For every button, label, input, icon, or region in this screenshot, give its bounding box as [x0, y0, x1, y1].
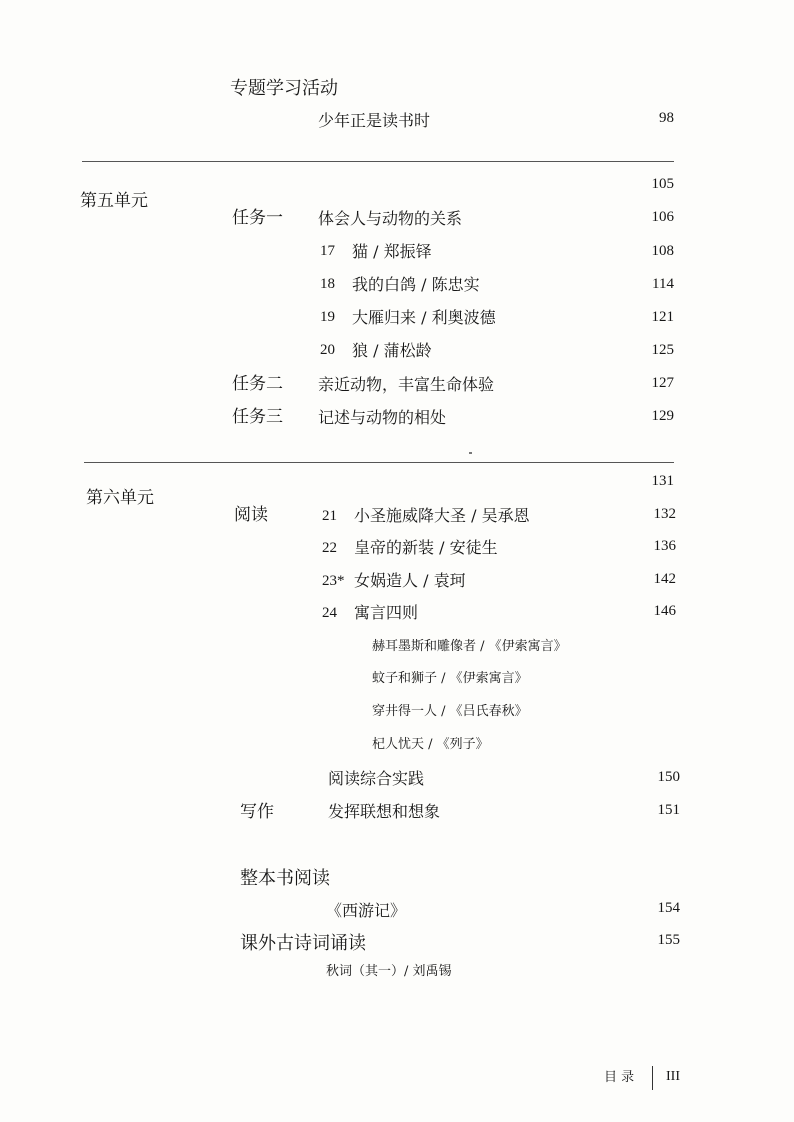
lesson-page: 108 — [651, 243, 674, 259]
lesson-title[interactable]: 小圣施威降大圣 / 吴承恩 — [354, 506, 530, 525]
toc-entry-title[interactable]: 发挥联想和想象 — [328, 802, 441, 821]
section-divider — [82, 161, 674, 162]
section-divider — [84, 462, 674, 463]
section-heading: 专题学习活动 — [230, 78, 338, 99]
lesson-number: 22 — [322, 540, 337, 556]
lesson-title[interactable]: 我的白鸽 / 陈忠实 — [352, 275, 480, 294]
fable-title[interactable]: 穿井得一人 / 《吕氏春秋》 — [372, 704, 528, 719]
unit-title: 第五单元 — [80, 191, 148, 211]
lesson-page: 132 — [653, 506, 676, 522]
lesson-title[interactable]: 猫 / 郑振铎 — [352, 242, 432, 261]
lesson-number: 18 — [320, 276, 335, 292]
toc-entry-title[interactable]: 体会人与动物的关系 — [318, 209, 463, 228]
lesson-title[interactable]: 狼 / 蒲松龄 — [352, 341, 432, 360]
section-heading: 课外古诗词诵读 — [240, 933, 366, 954]
lesson-page: 146 — [653, 603, 676, 619]
toc-entry-page: 98 — [659, 110, 674, 126]
toc-entry-page: 150 — [657, 769, 680, 785]
toc-entry-title[interactable]: 《西游记》 — [326, 901, 407, 920]
toc-entry-page: 127 — [651, 375, 674, 391]
lesson-page: 114 — [652, 276, 674, 292]
lesson-page: 121 — [651, 309, 674, 325]
footer-label: 目 录 — [604, 1070, 635, 1085]
unit-page: 131 — [651, 473, 674, 489]
toc-entry-title[interactable]: 少年正是读书时 — [318, 111, 431, 130]
toc-entry-page: 155 — [657, 932, 680, 948]
lesson-page: 125 — [651, 342, 674, 358]
lesson-number: 17 — [320, 243, 335, 259]
task-label: 任务二 — [232, 374, 283, 394]
footer-separator — [652, 1066, 653, 1090]
reading-label: 阅读 — [234, 505, 268, 525]
lesson-title[interactable]: 女娲造人 / 袁珂 — [354, 571, 466, 590]
lesson-number: 24 — [322, 605, 337, 621]
unit-page: 105 — [651, 176, 674, 192]
task-label: 任务三 — [232, 407, 283, 427]
lesson-page: 142 — [653, 571, 676, 587]
fable-title[interactable]: 蚊子和狮子 / 《伊索寓言》 — [372, 671, 528, 686]
poem-title[interactable]: 秋词（其一）/ 刘禹锡 — [326, 964, 452, 979]
fable-title[interactable]: 赫耳墨斯和雕像者 / 《伊索寓言》 — [372, 639, 567, 654]
toc-entry-page: 106 — [651, 209, 674, 225]
task-label: 任务一 — [232, 208, 283, 228]
toc-entry-title[interactable]: 记述与动物的相处 — [318, 408, 447, 427]
toc-entry-title[interactable]: 阅读综合实践 — [328, 769, 425, 788]
toc-entry-page: 151 — [657, 802, 680, 818]
lesson-number: 19 — [320, 309, 335, 325]
lesson-page: 136 — [653, 538, 676, 554]
print-speck — [469, 452, 472, 454]
lesson-number: 23* — [322, 573, 345, 589]
unit-title: 第六单元 — [86, 488, 154, 508]
lesson-title[interactable]: 寓言四则 — [354, 603, 419, 622]
lesson-number: 20 — [320, 342, 335, 358]
toc-entry-page: 154 — [657, 900, 680, 916]
section-heading: 整本书阅读 — [240, 868, 330, 889]
footer-page-number: III — [666, 1069, 680, 1084]
toc-entry-title[interactable]: 亲近动物，丰富生命体验 — [318, 375, 495, 394]
toc-entry-page: 129 — [651, 408, 674, 424]
lesson-number: 21 — [322, 508, 337, 524]
fable-title[interactable]: 杞人忧天 / 《列子》 — [372, 737, 489, 752]
lesson-title[interactable]: 皇帝的新装 / 安徒生 — [354, 538, 498, 557]
writing-label: 写作 — [240, 802, 274, 822]
lesson-title[interactable]: 大雁归来 / 利奥波德 — [352, 308, 496, 327]
